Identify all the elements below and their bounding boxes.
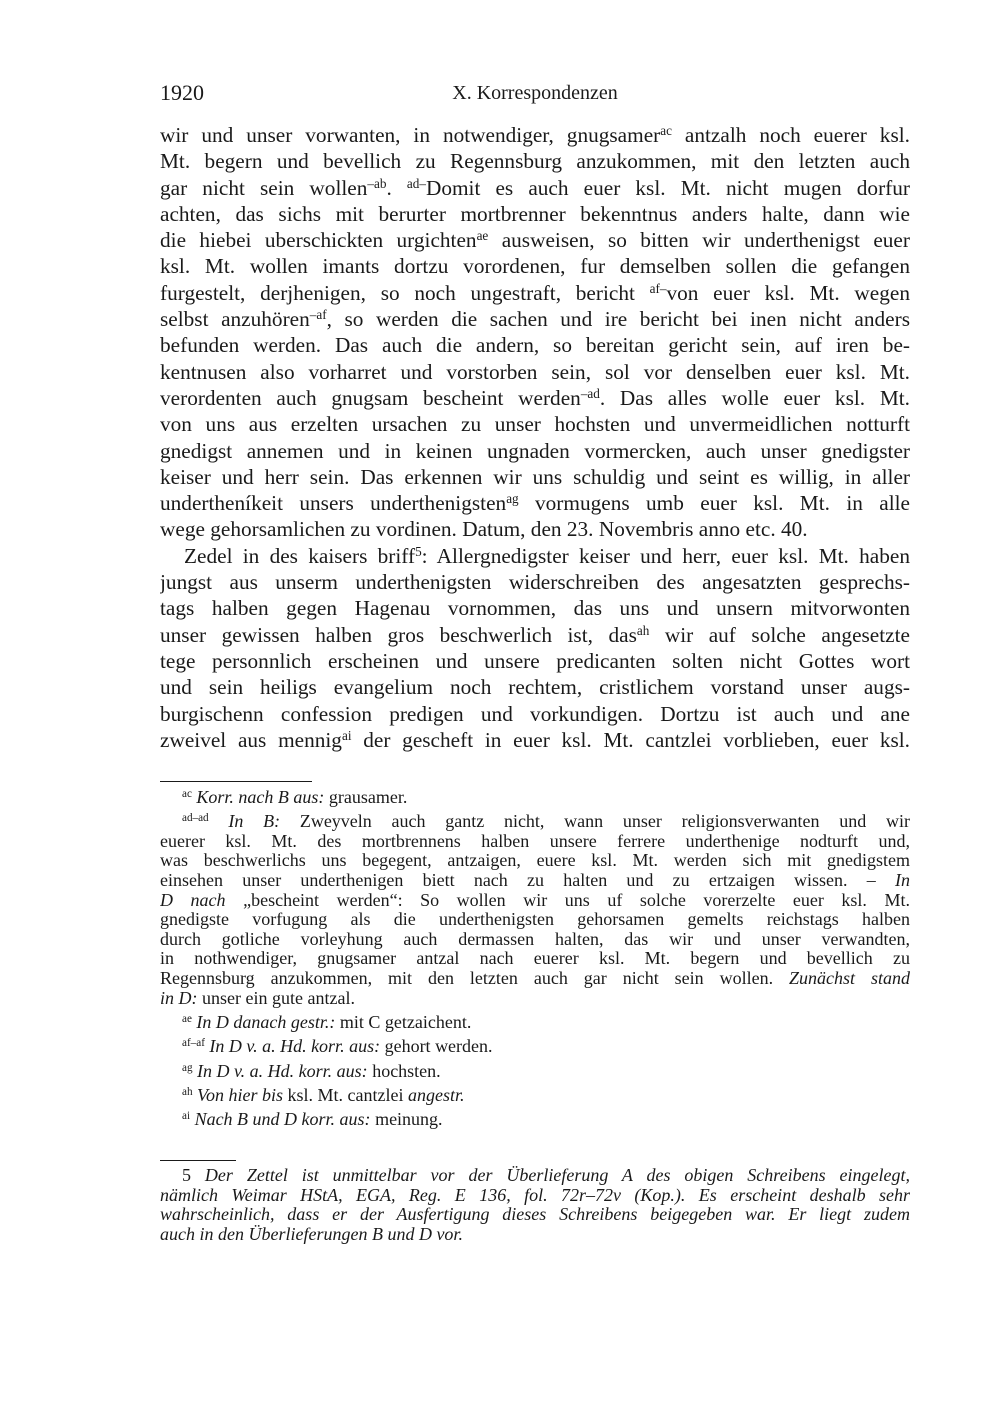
text-line: achten, das sichs mit berurter mortbrenner bekenntnus anders halte, dann wie — [160, 201, 910, 226]
text-line: selbst anzuhören$^{-af}$, so werden die sachen und ire bericht bei inen nicht anders — [160, 306, 910, 332]
apparatus-note-ae: $^{ae}$ In D danach gestr.: mit C getzaichent. — [182, 1012, 472, 1033]
text-line: gnedigst annemen und in keinen ungnaden vormercken, auch unser gnedigster — [160, 438, 910, 463]
text-line: wege gehorsamlichen zu vordinen. Datum, den 23. Novembris anno etc. 40. — [160, 517, 808, 542]
apparatus-mark: –af — [309, 306, 327, 322]
footnote-5: 5 Der Zettel ist unmittelbar vor der Überlieferung A des obigen Schreibens eingelegt, — [182, 1166, 910, 1185]
apparatus-note-ag: $^{ag}$ In D v. a. Hd. korr. aus: hochsten. — [182, 1060, 441, 1081]
apparatus-note-line: Regennsburg anzukommen, mit den letzten auch gar nicht sein wollen. Zunächst stand — [160, 968, 910, 988]
text-line: von uns aus erzelten ursachen zu unser hochsten und unvermeidlichen notturft — [160, 412, 910, 437]
apparatus-note-line: was beschwerlichs uns begegent, antzaigen, euere ksl. Mt. werden sich mit gnedigstem — [160, 851, 910, 871]
footnote-line: auch in den Überlieferungen B und D vor. — [160, 1224, 463, 1244]
main-text — [160, 122, 910, 753]
apparatus-mark: ad– — [406, 175, 426, 191]
footnote-rule — [160, 1160, 236, 1161]
page-header — [160, 80, 910, 110]
text-line: ksl. Mt. wollen imants dortzu vorordenen, fur demselben sollen die gefangen — [160, 254, 910, 279]
apparatus-mark: ac — [660, 122, 672, 138]
apparatus-note-af: $^{af-af}$ In D v. a. Hd. korr. aus: gehort werden. — [182, 1036, 493, 1057]
text-line: keiser und herr sein. Das erkennen wir uns schuldig und seint es willig, in aller — [160, 464, 910, 489]
footnote-line: nämlich Weimar HStA, EGA, Reg. E 136, fol. 72r–72v (Kop.). Es erscheint deshalb sehr — [160, 1185, 910, 1205]
text-line: tags halben gegen Hagenau vornommen, das uns und unsern mitvorwonten — [160, 596, 910, 621]
text-line: gar nicht sein wollen$^{-ab}$. $^{ad-}$Domit es auch euer ksl. Mt. nicht mugen dorfur — [160, 175, 910, 200]
text-line: burgischenn confession predigen und vorkundigen. Dortzu ist auch und ane — [160, 701, 910, 726]
text-line: zweivel aus mennig$^{ai}$ der gescheft in euer ksl. Mt. cantzlei vorblieben, euer ksl. — [160, 727, 910, 752]
apparatus-note-line: einsehen unser underthenigen biett nach zu halten und zu ertzaigen wissen. – In — [160, 870, 910, 890]
text-line: und sein heiligs evangelium noch rechtem, cristlichem vorstand unser augs- — [160, 675, 910, 700]
footnotes — [160, 1166, 910, 1244]
footnote-line: wahrscheinlich, dass er der Ausfertigung dieses Schreibens beigegeben war. Er liegt zudem — [160, 1205, 910, 1225]
text-line: die hiebei uberschickten urgichten$^{ae}$ ausweisen, so bitten wir underthenigst euer — [160, 227, 910, 253]
text-line: Zedel in des kaisers briff$^5$: Allergnedigster keiser und herr, euer ksl. Mt. haben — [184, 543, 910, 568]
apparatus-note-ai: $^{ai}$ Nach B und D korr. aus: meinung. — [182, 1108, 443, 1129]
apparatus-note-ah: $^{ah}$ Von hier bis ksl. Mt. cantzlei angestr. — [182, 1084, 465, 1105]
apparatus-note-line: in nothwendiger, gnugsamer antzal nach euerer ksl. Mt. begern und bevellich zu — [160, 949, 910, 969]
apparatus-rule — [160, 781, 312, 782]
apparatus-mark: ae — [476, 227, 489, 243]
footnote-number: 5 — [182, 1166, 191, 1185]
apparatus-mark: –ab — [367, 175, 387, 191]
running-head: X. Korrespondenzen — [452, 82, 618, 104]
text-line: tege personnlich erscheinen und unsere predicanten solten nicht Gottes wort — [160, 648, 910, 673]
apparatus-note-line: gnedigste vorfugung als die underthenigsten gehorsamen gemelts reichstags halben — [160, 910, 910, 930]
page-number: 1920 — [160, 80, 204, 105]
footnote-mark: 5 — [415, 543, 422, 559]
apparatus-mark: ah — [636, 622, 650, 638]
apparatus-note-ac: $^{ac}$ Korr. nach B aus: grausamer. — [182, 787, 408, 807]
text-line: jungst aus unserm underthenigsten widerschreiben des angesatzten gesprechs- — [160, 570, 910, 595]
text-line: wir und unser vorwanten, in notwendiger, gnugsamer$^{ac}$ antzalh noch euerer ksl. — [160, 122, 910, 147]
text-line: kentnusen also vorharret und vorstorben sein, sol vor denselben euer ksl. Mt. — [160, 359, 910, 384]
text-line: unser gewissen halben gros beschwerlich ist, das$^{ah}$ wir auf solche angesetzte — [160, 622, 910, 647]
apparatus-mark: ai — [341, 727, 352, 743]
apparatus-note-line: in D: unser ein gute antzal. — [160, 988, 355, 1008]
text-line: verordenten auch gnugsam bescheint werden$^{-ad}$. Das alles wolle euer ksl. Mt. — [160, 385, 910, 410]
text-line: Mt. begern und bevellich zu Regennsburg anzukommen, mit den letzten auch — [160, 149, 910, 174]
apparatus-note-ad: $^{ad-ad}$ In B: Zweyveln auch gantz nicht, wann unser religionsverwanten und wir — [182, 812, 910, 832]
apparatus-mark: –ad — [580, 385, 600, 401]
apparatus-note-line: euerer ksl. Mt. des mortbrennens halben unsere ferrere underthenige nodturft und, — [160, 831, 910, 851]
apparatus-note-line: durch gotliche vorleyhung auch dermassen halten, das wir und unser verwandten, — [160, 929, 910, 949]
critical-apparatus — [160, 785, 910, 1131]
text-line: undertheníkeit unsers underthenigsten$^{ag}$ vormugens umb euer ksl. Mt. in alle — [160, 490, 910, 516]
apparatus-note-line: D nach „bescheint werden“: So wollen wir uns uf solche vorerzelte euer ksl. Mt. — [160, 890, 910, 910]
apparatus-mark: af– — [649, 280, 667, 296]
text-line: furgestelt, derjhenigen, so noch ungestraft, bericht $^{af-}$von euer ksl. Mt. wegen — [160, 280, 910, 305]
text-line: befunden werden. Das auch die andern, so bereitan gericht sein, auf iren be- — [160, 333, 910, 358]
apparatus-mark: ag — [506, 490, 519, 506]
